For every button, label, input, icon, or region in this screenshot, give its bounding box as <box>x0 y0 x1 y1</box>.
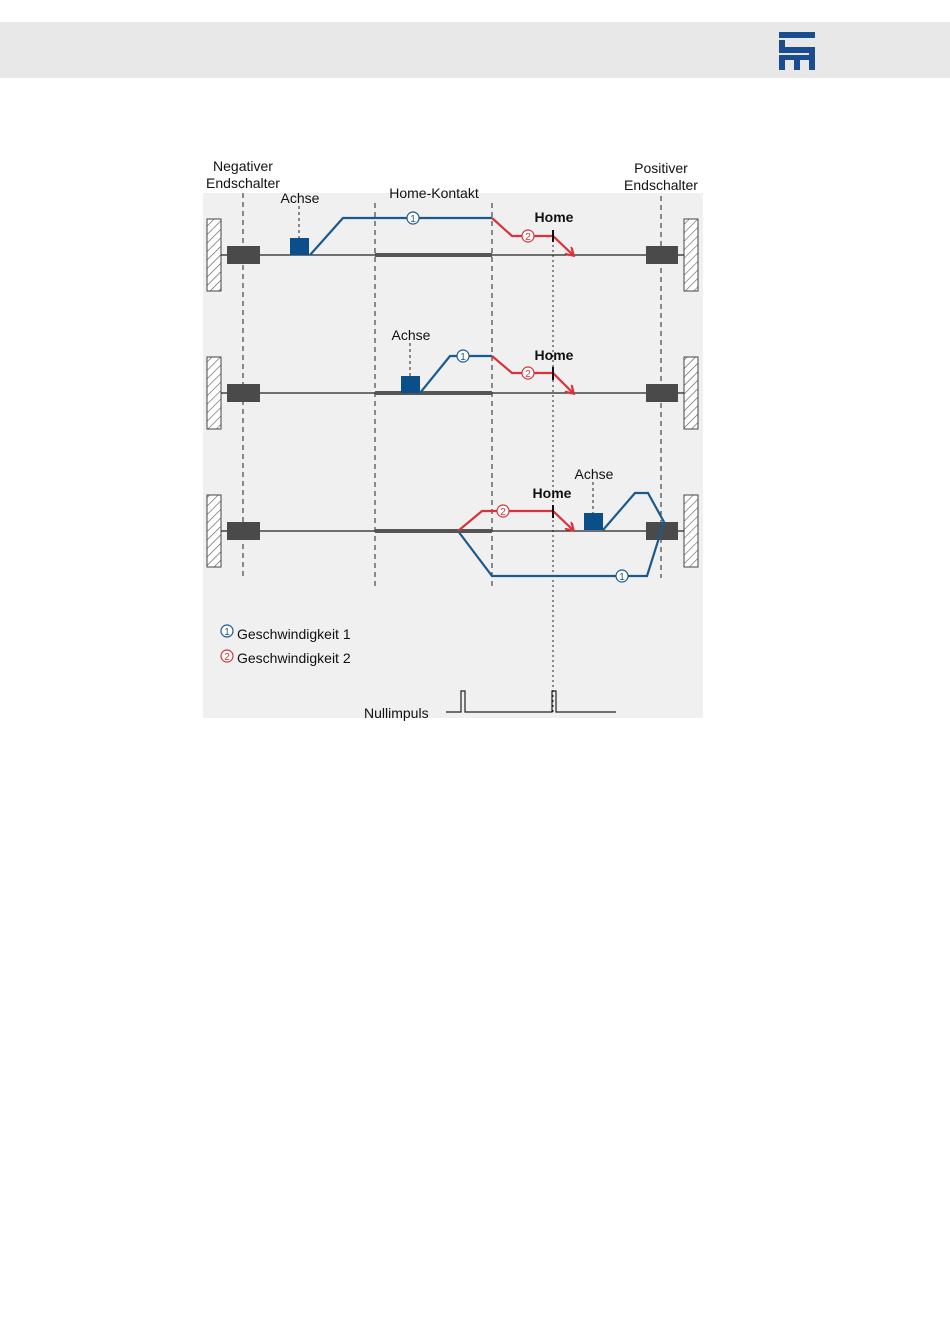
svg-text:1: 1 <box>410 214 416 225</box>
svg-text:1: 1 <box>460 352 466 363</box>
axis-label-row1: Achse <box>280 190 320 206</box>
svg-text:2: 2 <box>525 232 531 243</box>
zero-pulse-label: Nullimpuls <box>364 705 429 721</box>
svg-text:2: 2 <box>500 507 506 518</box>
axis-label-row3: Achse <box>574 466 614 482</box>
neg-switch-label-1: Negativer <box>213 158 273 174</box>
home-contact-label: Home-Kontakt <box>389 185 479 201</box>
axis-label-row2: Achse <box>391 327 431 343</box>
home-label-row3: Home <box>532 485 572 501</box>
home-label-row2: Home <box>534 347 574 363</box>
pos-switch-label-2: Endschalter <box>624 177 698 193</box>
svg-text:1: 1 <box>619 572 625 583</box>
svg-text:2: 2 <box>224 652 230 663</box>
legend-speed-2: Geschwindigkeit 2 <box>237 650 351 666</box>
svg-text:2: 2 <box>525 369 531 380</box>
legend-speed-1: Geschwindigkeit 1 <box>237 626 351 642</box>
home-label-row1: Home <box>534 209 574 225</box>
neg-switch-label-2: Endschalter <box>206 175 280 191</box>
pos-switch-label-1: Positiver <box>634 160 688 176</box>
svg-text:1: 1 <box>224 627 230 638</box>
